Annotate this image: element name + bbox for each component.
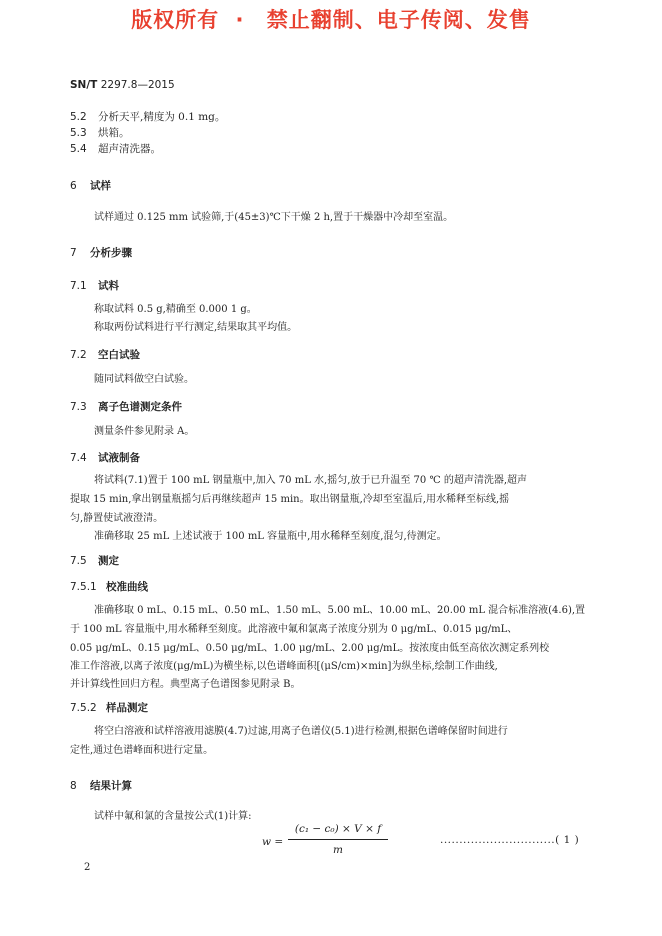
section-7-5-2-line-1: 将空白溶液和试样溶液用滤膜(4.7)过滤,用离子色谱仪(5.1)进行检测,根据色谱峰保留时间进行 bbox=[94, 726, 508, 737]
heading-number: 7.2 bbox=[70, 349, 87, 361]
heading-number: 7.3 bbox=[70, 401, 87, 413]
copyright-banner bbox=[0, 6, 662, 34]
section-7-5-2-line-2: 定性,通过色谱峰面积进行定量。 bbox=[70, 745, 214, 756]
section-7-5-heading bbox=[70, 553, 119, 568]
section-8-intro: 试样中氟和氯的含量按公式(1)计算: bbox=[94, 811, 252, 822]
heading-text: 试样 bbox=[90, 180, 111, 192]
section-7-4-p1-line-3: 匀,静置使试液澄清。 bbox=[70, 513, 164, 524]
formula-numerator: (c₁ − c₀) × V × f bbox=[294, 823, 382, 835]
section-7-4-p1-line-2: 提取 15 min,拿出钢量瓶摇匀后再继续超声 15 min。取出钢量瓶,冷却至室温后,用水稀释至标线,摇 bbox=[70, 494, 510, 505]
section-6-heading bbox=[70, 178, 111, 193]
banner-part2: 禁止翻制、电子传阅、发售 bbox=[266, 8, 531, 32]
formula-lhs: w = bbox=[262, 836, 284, 848]
heading-text: 结果计算 bbox=[90, 780, 132, 792]
section-7-5-1-line-5: 并计算线性回归方程。典型离子色谱图参见附录 B。 bbox=[70, 679, 301, 690]
heading-number: 8 bbox=[70, 780, 77, 792]
section-7-3-text: 测量条件参见附录 A。 bbox=[94, 426, 195, 437]
section-7-5-1-line-4: 准工作溶液,以离子浓度(μg/mL)为横坐标,以色谱峰面积[(μS/cm)×min]为纵坐标,绘制工作曲线, bbox=[70, 661, 498, 672]
heading-number: 7.5.2 bbox=[70, 702, 97, 714]
heading-number: 6 bbox=[70, 180, 77, 192]
heading-number: 7.5.1 bbox=[70, 581, 97, 593]
section-7-5-1-heading bbox=[70, 579, 148, 594]
formula-fraction bbox=[288, 821, 388, 858]
item-text: 烘箱。 bbox=[98, 127, 130, 139]
heading-number: 7.4 bbox=[70, 452, 87, 464]
heading-number: 7.1 bbox=[70, 280, 87, 292]
heading-text: 空白试验 bbox=[98, 349, 140, 361]
page-number: 2 bbox=[84, 862, 91, 873]
item-5-4 bbox=[70, 141, 161, 157]
section-6-text: 试样通过 0.125 mm 试验筛,于(45±3)℃下干燥 2 h,置于干燥器中冷却至室温。 bbox=[94, 212, 454, 223]
standard-code: 2297.8—2015 bbox=[100, 79, 175, 91]
item-number: 5.3 bbox=[70, 127, 87, 139]
item-number: 5.2 bbox=[70, 111, 87, 123]
section-7-1-line-2: 称取两份试料进行平行测定,结果取其平均值。 bbox=[94, 322, 298, 333]
heading-number: 7 bbox=[70, 247, 77, 259]
section-7-5-1-line-2: 于 100 mL 容量瓶中,用水稀释至刻度。此溶液中氟和氯离子浓度分别为 0 μg/mL、0.015 μg/mL、 bbox=[70, 624, 518, 635]
formula-denominator: m bbox=[333, 844, 343, 856]
section-7-2-text: 随同试料做空白试验。 bbox=[94, 374, 194, 385]
heading-text: 样品测定 bbox=[106, 702, 148, 714]
item-5-2 bbox=[70, 109, 225, 125]
heading-text: 试液制备 bbox=[98, 452, 140, 464]
section-7-5-2-heading bbox=[70, 700, 148, 715]
section-7-1-line-1: 称取试料 0.5 g,精确至 0.000 1 g。 bbox=[94, 304, 257, 315]
heading-text: 离子色谱测定条件 bbox=[98, 401, 182, 413]
section-7-1-heading bbox=[70, 278, 119, 293]
standard-prefix: SN/T bbox=[70, 79, 98, 91]
item-text: 分析天平,精度为 0.1 mg。 bbox=[98, 111, 226, 123]
section-7-2-heading bbox=[70, 347, 140, 362]
formula-dots: .............................. bbox=[440, 834, 556, 846]
section-7-4-p1-line-1: 将试料(7.1)置于 100 mL 钢量瓶中,加入 70 mL 水,摇匀,放于已升温至 70 ℃ 的超声清洗器,超声 bbox=[94, 475, 527, 486]
formula-fraction-bar bbox=[288, 839, 388, 840]
heading-text: 试料 bbox=[98, 280, 119, 292]
item-number: 5.4 bbox=[70, 143, 87, 155]
section-7-5-1-line-3: 0.05 μg/mL、0.15 μg/mL、0.50 μg/mL、1.00 μg/mL、2.00 μg/mL。按浓度由低至高依次测定系列校 bbox=[70, 643, 550, 654]
section-8-heading bbox=[70, 778, 132, 793]
formula-leader bbox=[440, 834, 579, 846]
formula-number: ( 1 ) bbox=[555, 834, 580, 846]
item-text: 超声清洗器。 bbox=[98, 143, 161, 155]
heading-text: 校准曲线 bbox=[106, 581, 148, 593]
heading-text: 测定 bbox=[98, 555, 119, 567]
section-7-heading bbox=[70, 245, 132, 260]
banner-dot: · bbox=[235, 8, 245, 32]
heading-text: 分析步骤 bbox=[90, 247, 132, 259]
section-7-4-p2: 准确移取 25 mL 上述试液于 100 mL 容量瓶中,用水稀释至刻度,混匀,待测定。 bbox=[94, 531, 447, 542]
item-5-3 bbox=[70, 125, 130, 141]
section-7-3-heading bbox=[70, 399, 182, 414]
banner-part1: 版权所有 bbox=[131, 8, 220, 32]
heading-number: 7.5 bbox=[70, 555, 87, 567]
section-7-5-1-line-1: 准确移取 0 mL、0.15 mL、0.50 mL、1.50 mL、5.00 mL、10.00 mL、20.00 mL 混合标准溶液(4.6),置 bbox=[94, 605, 586, 616]
section-7-4-heading bbox=[70, 450, 140, 465]
standard-number bbox=[70, 79, 175, 91]
